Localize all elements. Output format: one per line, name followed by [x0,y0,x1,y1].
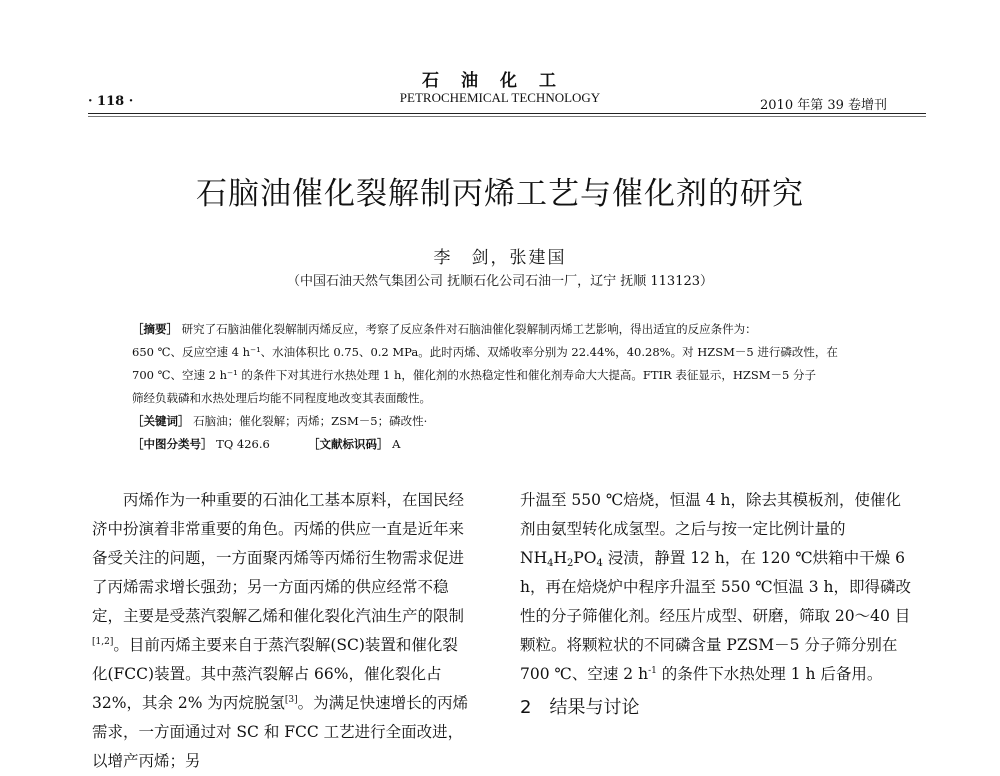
body-text: 丙烯作为一种重要的石油化工基本原料，在国民经济中扮演着非常重要的角色。丙烯的供应一直是近年来备受关注的问题，一方面聚丙烯等丙烯衍生物需求促进了丙烯需求增长强劲；另一方面丙烯的供应经常不稳定，主要是受蒸汽裂解乙烯和催化裂化汽油生产的限制 [92,491,465,625]
header-rule-thin [88,116,926,117]
subscript: 4 [596,558,603,569]
keywords-line [132,410,892,433]
abstract-line [132,318,892,341]
body-paragraph [520,486,912,689]
header-rule [88,113,926,114]
abstract-line: 650 ℃、反应空速 4 h⁻¹、水油体积比 0.75、0.2 MPa。此时丙烯、双烯收率分别为 22.44%，40.28%。对 HZSM－5 进行磷改性，在 [132,345,838,359]
body-text: 。为满足快速增长的丙烯需求，一方面通过对 SC 和 FCC 工艺进行全面改进，以增产丙烯；另 [92,694,469,770]
abstract-line: 筛经负载磷和水热处理后均能不同程度地改变其表面酸性。 [132,391,431,405]
citation: [1,2] [92,636,114,647]
superscript: -1 [648,665,657,676]
citation: [3] [284,694,298,705]
journal-title-cn: 石油化工 [422,71,578,91]
body-paragraph [92,486,472,776]
abstract-block [132,318,892,456]
doc-code-label: ［文献标识码］ [308,437,389,451]
subscript: 2 [567,558,574,569]
body-text: H [553,549,567,567]
issue-info: 2010 年第 39 卷增刊 [760,98,888,113]
body-right-column [520,486,912,722]
abstract-line: 700 ℃、空速 2 h⁻¹ 的条件下对其进行水热处理 1 h，催化剂的水热稳定性和催化剂寿命大大提高。FTIR 表征显示，HZSM－5 分子 [132,368,817,382]
clc-label: ［中图分类号］ [132,437,213,451]
body-text: 升温至 550 ℃焙烧，恒温 4 h，除去其模板剂，使催化剂由氨型转化成氢型。之后与按一定比例计量的 NH [520,491,901,567]
body-text: 的条件下水热处理 1 h 后备用。 [656,665,883,683]
paper-title: 石脑油催化裂解制丙烯工艺与催化剂的研究 [196,176,804,212]
clc-code: TQ 426.6 [216,437,270,451]
classification-line [132,433,892,456]
body-text: PO [573,549,597,567]
subscript: 4 [547,558,554,569]
paper-authors: 李 剑，张建国 [433,248,567,268]
abstract-text: 研究了石脑油催化裂解制丙烯反应，考察了反应条件对石脑油催化裂解制丙烯工艺影响，得出适宜的反应条件为： [181,322,757,336]
doc-code: A [392,437,401,451]
page-number: · 118 · [88,94,134,109]
keywords: 石脑油；催化裂解；丙烯；ZSM－5；磷改性· [193,414,428,428]
body-text: 浸渍，静置 12 h，在 120 ℃烘箱中干燥 6 h，再在焙烧炉中程序升温至 550 ℃恒温 3 h，即得磷改性的分子筛催化剂。经压片成型、研磨，筛取 20～40 目颗粒。将颗粒状的不同磷含量 PZSM－5 分子筛分别在 700 ℃、空速 2 h [520,549,911,683]
body-text: 。目前丙烯主要来自于蒸汽裂解(SC)装置和催化裂化(FCC)装置。其中蒸汽裂解占 66%，催化裂化占 32%，其余 2% 为丙烷脱氢 [92,636,458,712]
body-left-column [92,486,472,776]
keywords-label: ［关键词］ [132,414,190,428]
section-heading: 2 结果与讨论 [520,697,640,718]
paper-affiliation: （中国石油天然气集团公司 抚顺石化公司石油一厂，辽宁 抚顺 113123） [286,274,714,289]
journal-title-en: PETROCHEMICAL TECHNOLOGY [399,90,601,105]
abstract-label: ［摘要］ [132,322,178,336]
